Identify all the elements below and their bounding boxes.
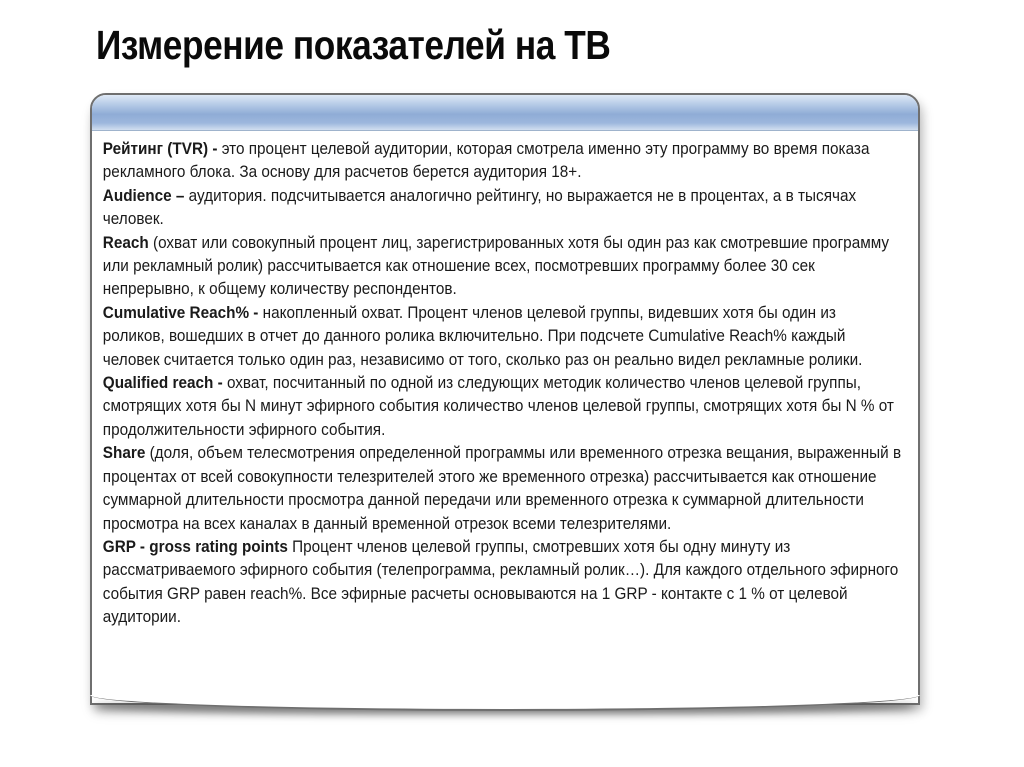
definition-audience bbox=[103, 184, 902, 231]
definition-term: Audience – bbox=[102, 185, 189, 205]
definition-text: (охват или совокупный процент лиц, зарегистрированных хотя бы один раз как смотревшие программу или рекламный ролик) рассчитывается как отношение всех, посмотревших программу более 30 сек непрерывно, к общему количеству респондентов. bbox=[102, 232, 890, 299]
definition-term: Рейтинг (TVR) - bbox=[102, 139, 222, 158]
definition-term: GRP - gross rating points bbox=[102, 536, 288, 556]
definition-cumulative-reach bbox=[103, 301, 902, 371]
definition-text: Процент членов целевой группы, смотревших хотя бы одну минуту из рассматриваемого эфирного события (телепрограмма, рекламный ролик…). Для каждого отдельного эфирного события GRP равен reach%. Все эфирные расчеты основываются на 1 GRP - контакте с 1 % от целевой аудитории. bbox=[102, 536, 899, 627]
definition-term: Share bbox=[102, 443, 146, 463]
definitions-card bbox=[90, 93, 920, 705]
definition-term: Cumulative Reach% - bbox=[102, 302, 263, 322]
definition-qualified-reach bbox=[103, 371, 902, 441]
slide-title: Измерение показателей на ТВ bbox=[96, 22, 611, 68]
definition-text: охват, посчитанный по одной из следующих методик количество членов целевой группы, смотрящих хотя бы N минут эфирного события количество членов целевой группы, смотрящих хотя бы N % от продолжительности эфирного события. bbox=[102, 373, 894, 439]
definition-reach bbox=[103, 231, 902, 301]
definition-term: Reach bbox=[102, 232, 149, 252]
definition-text: (доля, объем телесмотрения определенной программы или временного отрезка вещания, выраженный в процентах от всей совокупности телезрителей этого же временного отрезка) рассчитывается как отношение суммарной длительности просмотра данной передачи или временного отрезка к суммарной длительности просмотра на всех каналах в данный временной отрезок всеми телезрителями. bbox=[102, 443, 902, 533]
card-header-band bbox=[92, 95, 918, 131]
definitions-list bbox=[92, 131, 913, 629]
definition-share bbox=[103, 441, 902, 535]
definition-text: это процент целевой аудитории, которая смотрела именно эту программу во время показа рекламного блока. За основу для расчетов берется аудитория 18+. bbox=[102, 139, 870, 182]
definition-text: аудитория. подсчитывается аналогично рейтингу, но выражается не в процентах, а в тысячах человек. bbox=[102, 185, 857, 229]
definition-grp bbox=[103, 535, 902, 629]
definition-text: накопленный охват. Процент членов целевой группы, видевших хотя бы один из роликов, вошедших в отчет до данного ролика включительно. При подсчете Cumulative Reach% каждый человек считается только один раз, независимо от того, сколько раз он реально видел рекламные ролики. bbox=[102, 302, 863, 369]
definition-term: Qualified reach - bbox=[102, 373, 227, 393]
definition-tvr bbox=[103, 137, 902, 184]
